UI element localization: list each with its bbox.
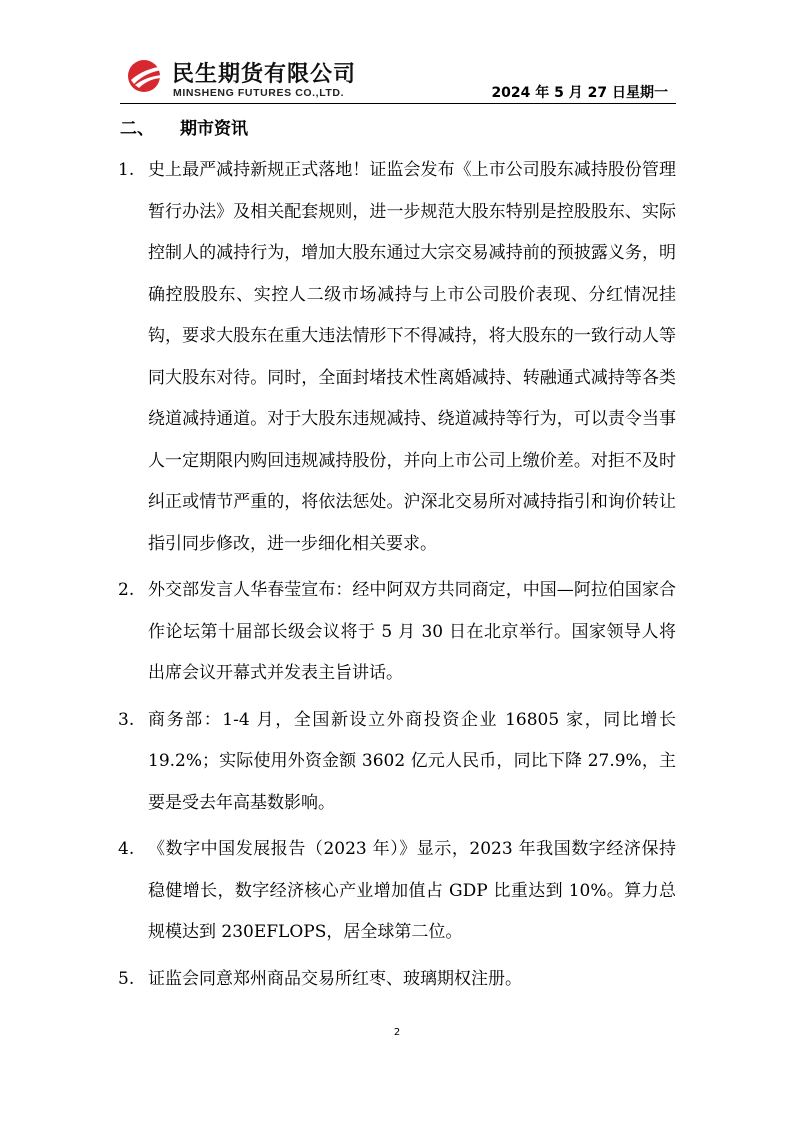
company-logo xyxy=(126,56,426,102)
news-item-text: 史上最严减持新规正式落地！证监会发布《上市公司股东减持股份管理暂行办法》及相关配套规则，进一步规范大股东特别是控股股东、实际控制人的减持行为，增加大股东通过大宗交易减持前的预披露义务，明确控股股东、实控人二级市场减持与上市公司股价表现、分红情况挂钩，要求大股东在重大违法情形下不得减持，将大股东的一致行动人等同大股东对待。同时，全面封堵技术性离婚减持、转融通式减持等各类绕道减持通道。对于大股东违规减持、绕道减持等行为，可以责令当事人一定期限内购回违规减持股份，并向上市公司上缴价差。对拒不及时纠正或情节严重的，将依法惩处。沪深北交易所对减持指引和询价转让指引同步修改，进一步细化相关要求。 xyxy=(148,160,676,554)
news-item-number: 1. xyxy=(118,160,135,180)
news-item-text: 《数字中国发展报告（2023 年）》显示，2023 年我国数字经济保持稳健增长，数字经济核心产业增加值占 GDP 比重达到 10%。算力总规模达到 230EFLOPS，居全球第二位。 xyxy=(148,839,676,942)
news-item xyxy=(118,150,676,565)
minsheng-logo-icon xyxy=(126,58,166,94)
news-item-number: 3. xyxy=(118,709,135,730)
news-list xyxy=(118,150,676,1005)
news-item-number: 4. xyxy=(118,839,135,859)
company-name-en: MINSHENG FUTURES CO.,LTD. xyxy=(173,87,345,99)
page-header xyxy=(120,52,676,104)
header-divider xyxy=(120,103,676,104)
news-item-number: 2. xyxy=(118,580,135,600)
news-item xyxy=(118,829,676,954)
news-item xyxy=(118,700,676,825)
news-item-text: 商务部：1-4 月，全国新设立外商投资企业 16805 家，同比增长 19.2%；实际使用外资金额 3602 亿元人民币，同比下降 27.9%，主要是受去年高基数影响。 xyxy=(148,709,676,813)
news-item-text: 外交部发言人华春莹宣布：经中阿双方共同商定，中国—阿拉伯国家合作论坛第十届部长级会议将于 5 月 30 日在北京举行。国家领导人将出席会议开幕式并发表主旨讲话。 xyxy=(148,580,676,683)
company-name-cn: 民生期货有限公司 xyxy=(172,62,357,87)
news-item xyxy=(118,959,676,1001)
section-index: 二、 xyxy=(120,119,154,139)
news-item-text: 证监会同意郑州商品交易所红枣、玻璃期权注册。 xyxy=(148,968,522,989)
page-number: 2 xyxy=(393,1027,401,1038)
section-title: 期市资讯 xyxy=(180,119,248,139)
news-item xyxy=(118,570,676,695)
news-item-number: 5. xyxy=(118,968,135,989)
section-heading xyxy=(120,114,248,139)
report-date: 2024 年 5 月 27 日星期一 xyxy=(491,85,668,101)
